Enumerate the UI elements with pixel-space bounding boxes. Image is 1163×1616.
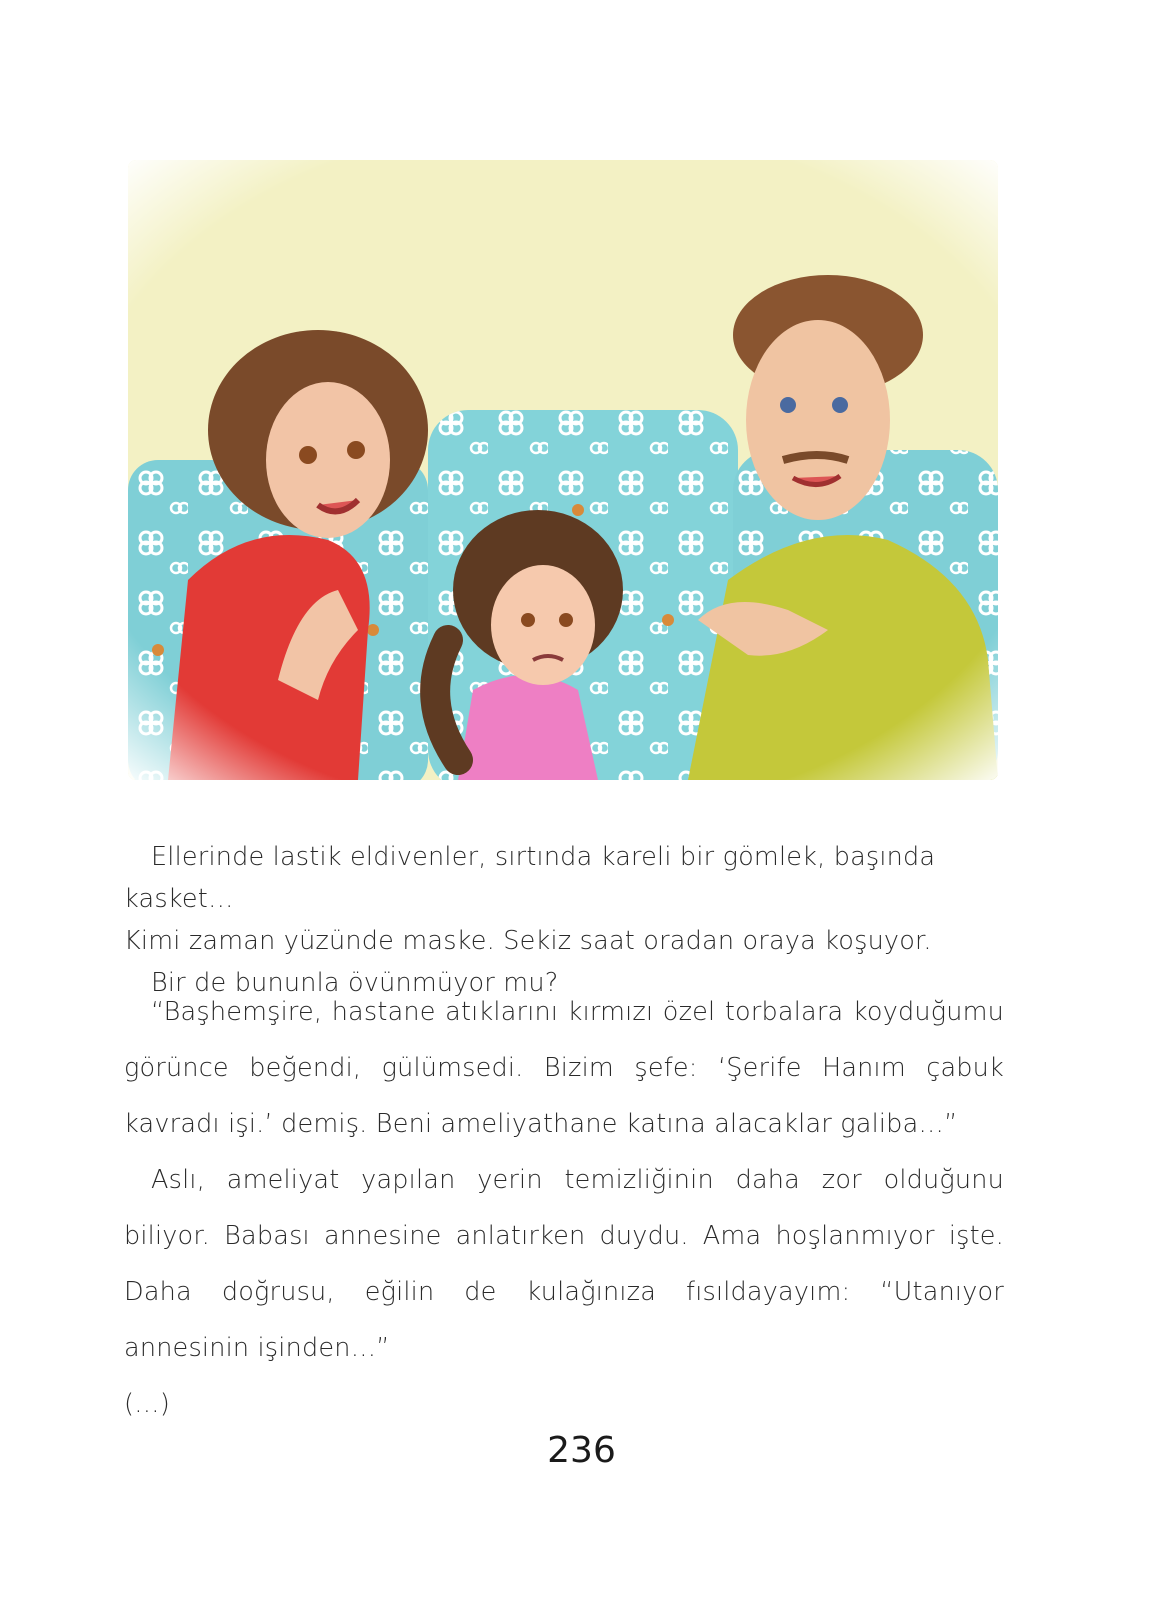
page-number: 236 (547, 1430, 616, 1471)
paragraph-3-text: Aslı, ameliyat yapılan yerin temizliğinin daha zor olduğunu biliyor. Babası annesine anlatırken duydu. Ama hoşlanmıyor işte. Daha doğrusu, eğilin de kulağınıza fısıldayayım: “Utanıyor annesinin işinden…” (124, 1165, 1004, 1363)
paragraph-2-text: “Başhemşire, hastane atıklarını kırmızı özel torbalara koyduğumu görünce beğendi, gülümsedi. Bizim şefe: ‘Şerife Hanım çabuk kavradı işi.’ demiş. Beni ameliyathane katına alacaklar galiba…” (124, 997, 1004, 1139)
paragraph-2 (124, 984, 1004, 1152)
paragraph-1-line-2: Kimi zaman yüzünde maske. Sekiz saat oradan oraya koşuyor. (124, 926, 932, 956)
paragraph-1 (124, 836, 1004, 1004)
story-illustration (128, 160, 998, 780)
paragraph-1-line-1: Ellerinde lastik eldivenler, sırtında kareli bir gömlek, başında kasket… (124, 842, 936, 914)
paragraph-3-ellipsis: (…) (124, 1389, 170, 1419)
paragraph-3 (124, 1152, 1004, 1432)
paragraph-1-line-3: Bir de bununla övünmüyor mu? (151, 968, 559, 998)
